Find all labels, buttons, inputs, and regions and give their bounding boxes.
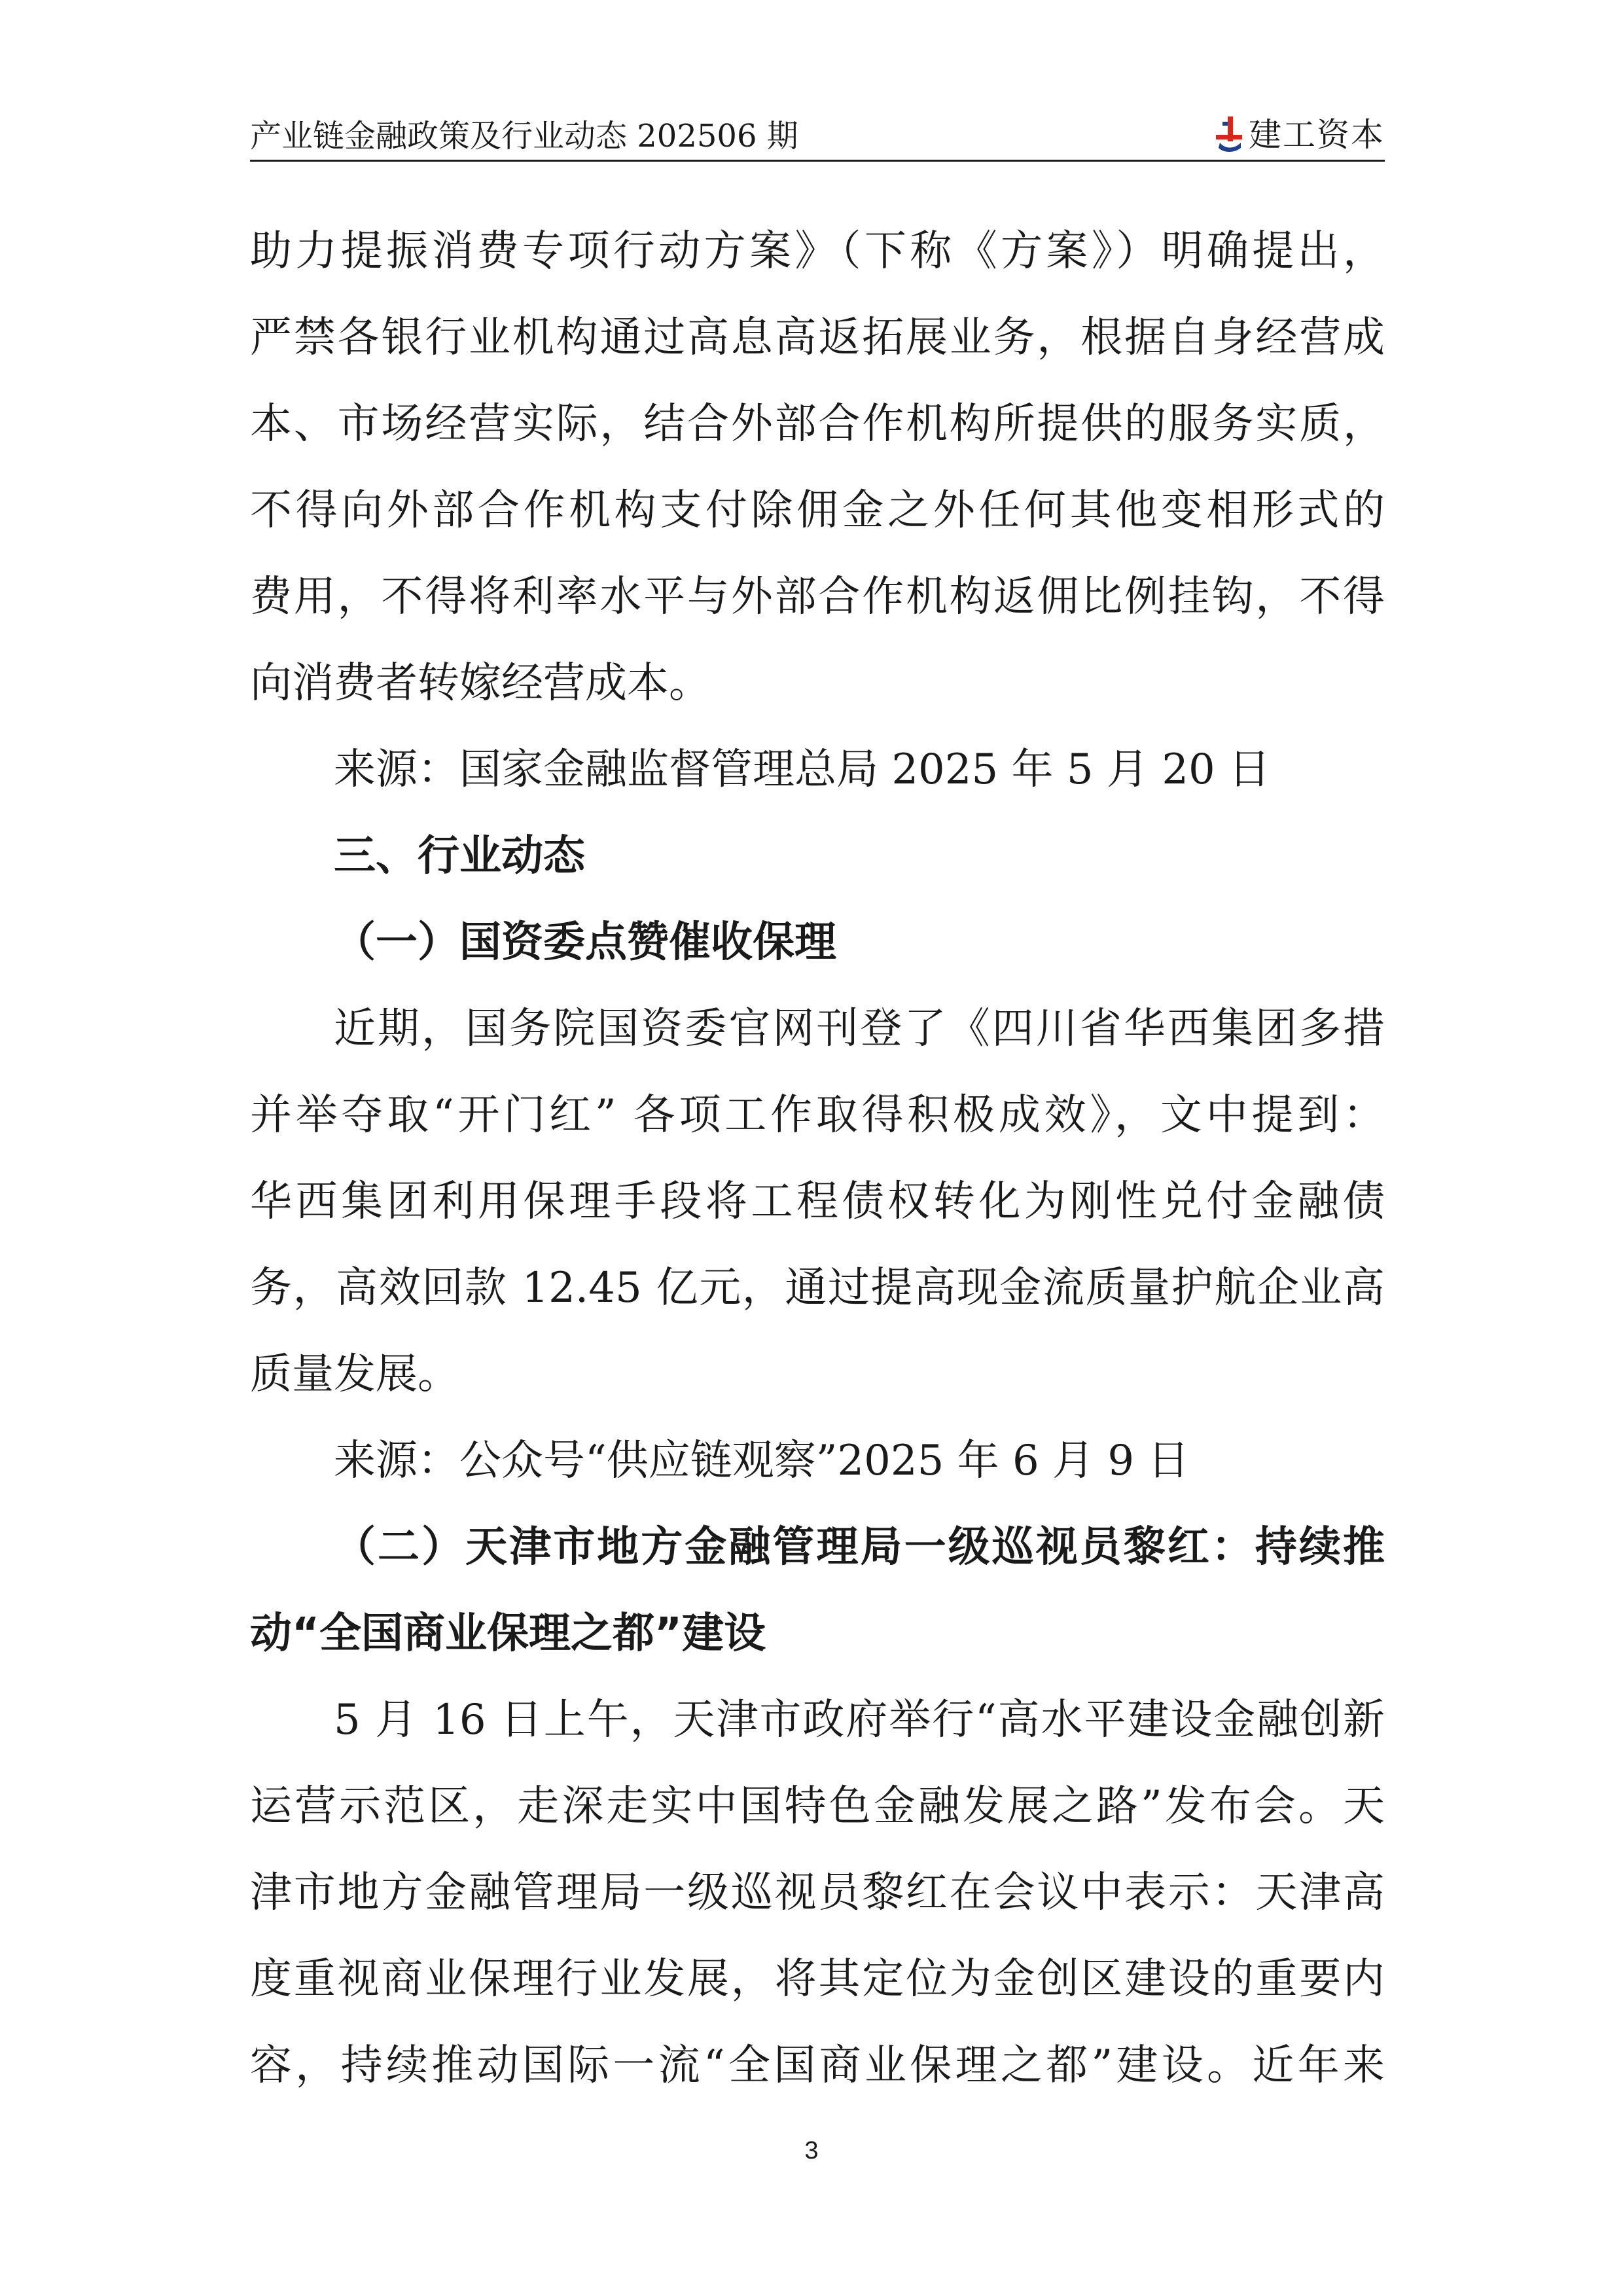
paragraph-line: 容，持续推动国际一流“全国商业保理之都”建设。近年来	[250, 2041, 1385, 2090]
subsection-heading: （一）国资委点赞催收保理	[334, 918, 836, 967]
source-note: 来源：国家金融监督管理总局 2025 年 5 月 20 日	[334, 745, 1271, 794]
paragraph-line: 津市地方金融管理局一级巡视员黎红在会议中表示：天津高	[250, 1869, 1385, 1917]
header-brand	[1213, 114, 1385, 156]
paragraph-line: 务，高效回款 12.45 亿元，通过提高现金流质量护航企业高	[250, 1264, 1385, 1312]
paragraph-line: 费用，不得将利率水平与外部合作机构返佣比例挂钩，不得	[250, 573, 1385, 621]
paragraph-line: 5 月 16 日上午，天津市政府举行“高水平建设金融创新	[334, 1696, 1385, 1744]
paragraph-line: 度重视商业保理行业发展，将其定位为金创区建设的重要内	[250, 1955, 1385, 2003]
paragraph-line: 严禁各银行业机构通过高息高返拓展业务，根据自身经营成	[250, 314, 1385, 362]
header-divider	[250, 160, 1385, 162]
paragraph-line: 近期，国务院国资委官网刊登了《四川省华西集团多措	[334, 1005, 1385, 1053]
brand-name: 建工资本	[1249, 116, 1385, 154]
paragraph-line: 华西集团利用保理手段将工程债权转化为刚性兑付金融债	[250, 1177, 1385, 1226]
paragraph-line: 运营示范区，走深走实中国特色金融发展之路”发布会。天	[250, 1782, 1385, 1831]
document-body	[250, 208, 1385, 2109]
section-heading: 三、行业动态	[334, 832, 585, 880]
subsection-heading: （二）天津市地方金融管理局一级巡视员黎红：持续推	[334, 1523, 1385, 1571]
page-number: 3	[804, 2137, 819, 2164]
source-note: 来源：公众号“供应链观察”2025 年 6 月 9 日	[334, 1437, 1190, 1485]
subsection-heading: 动“全国商业保理之都”建设	[250, 1609, 766, 1658]
paragraph-line: 本、市场经营实际，结合外部合作机构所提供的服务实质，	[250, 400, 1385, 448]
paragraph-line: 并举夺取“开门红” 各项工作取得积极成效》，文中提到：	[250, 1091, 1385, 1139]
header-title: 产业链金融政策及行业动态 202506 期	[250, 118, 798, 154]
page-header	[250, 110, 1385, 160]
paragraph-line: 质量发展。	[250, 1350, 459, 1399]
paragraph-line: 助力提振消费专项行动方案》（下称《方案》）明确提出，	[250, 227, 1385, 276]
paragraph-line: 不得向外部合作机构支付除佣金之外任何其他变相形式的	[250, 486, 1385, 535]
paragraph-line: 向消费者转嫁经营成本。	[250, 659, 711, 708]
brand-logo-icon	[1213, 115, 1245, 154]
